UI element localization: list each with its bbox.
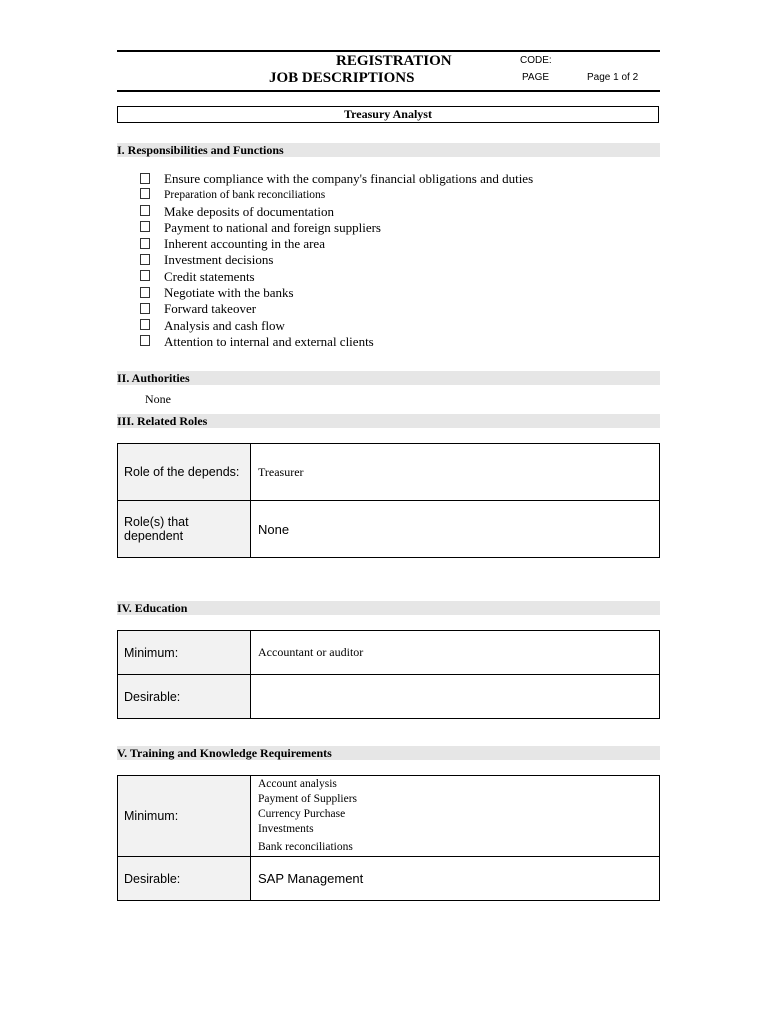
list-item: Negotiate with the banks <box>140 285 533 301</box>
list-item: Investment decisions <box>140 252 533 268</box>
section-education: IV. Education <box>117 601 660 615</box>
list-item: Payment to national and foreign suppliers <box>140 220 533 236</box>
checkbox-icon <box>140 287 150 298</box>
list-item: Credit statements <box>140 269 533 285</box>
depends-label: Role of the depends: <box>118 444 251 501</box>
list-item: Make deposits of documentation <box>140 204 533 220</box>
list-item: Attention to internal and external clients <box>140 334 533 350</box>
checkbox-icon <box>140 221 150 232</box>
checkbox-icon <box>140 270 150 281</box>
job-title-box: Treasury Analyst <box>117 106 659 123</box>
header-page-label: PAGE <box>522 72 550 83</box>
authorities-value: None <box>145 392 171 406</box>
related-roles-table <box>117 443 660 558</box>
checkbox-icon <box>140 303 150 314</box>
document-header <box>117 50 660 92</box>
training-minimum-list <box>251 776 660 857</box>
list-item: Payment of Suppliers <box>258 793 358 805</box>
table-row <box>118 444 660 501</box>
list-item: Preparation of bank reconciliations <box>140 187 533 203</box>
header-code-label: CODE: <box>520 55 552 66</box>
section-authorities: II. Authorities <box>117 371 660 385</box>
list-item: Forward takeover <box>140 301 533 317</box>
section-related-roles: III. Related Roles <box>117 414 660 428</box>
dependent-label: Role(s) that dependent <box>118 501 251 558</box>
list-item: Account analysis <box>258 778 337 790</box>
checkbox-icon <box>140 238 150 249</box>
list-item: Analysis and cash flow <box>140 318 533 334</box>
table-row <box>118 776 660 857</box>
dependent-value: None <box>251 501 660 558</box>
list-item: Inherent accounting in the area <box>140 236 533 252</box>
list-item: Bank reconciliations <box>258 841 353 853</box>
education-minimum-label: Minimum: <box>118 631 251 675</box>
table-row <box>118 501 660 558</box>
list-item: Currency Purchase <box>258 808 346 820</box>
checkbox-icon <box>140 254 150 265</box>
responsibilities-list <box>140 171 533 350</box>
header-page-number: Page 1 of 2 <box>587 72 639 83</box>
section-responsibilities: I. Responsibilities and Functions <box>117 143 660 157</box>
section-training: V. Training and Knowledge Requirements <box>117 746 660 760</box>
education-desirable-value <box>251 675 660 719</box>
education-desirable-label: Desirable: <box>118 675 251 719</box>
header-title-registration: REGISTRATION <box>336 53 452 69</box>
checkbox-icon <box>140 319 150 330</box>
header-title-job-descriptions: JOB DESCRIPTIONS <box>269 70 415 86</box>
training-desirable-value: SAP Management <box>251 857 660 901</box>
training-table <box>117 775 660 901</box>
table-row <box>118 675 660 719</box>
depends-value: Treasurer <box>251 444 660 501</box>
list-item: Ensure compliance with the company's financial obligations and duties <box>140 171 533 187</box>
checkbox-icon <box>140 335 150 346</box>
education-table <box>117 630 660 719</box>
checkbox-icon <box>140 205 150 216</box>
list-item: Investments <box>258 823 314 835</box>
checkbox-icon <box>140 188 150 199</box>
table-row <box>118 857 660 901</box>
checkbox-icon <box>140 173 150 184</box>
education-minimum-value: Accountant or auditor <box>251 631 660 675</box>
table-row <box>118 631 660 675</box>
training-minimum-label: Minimum: <box>118 776 251 857</box>
training-desirable-label: Desirable: <box>118 857 251 901</box>
